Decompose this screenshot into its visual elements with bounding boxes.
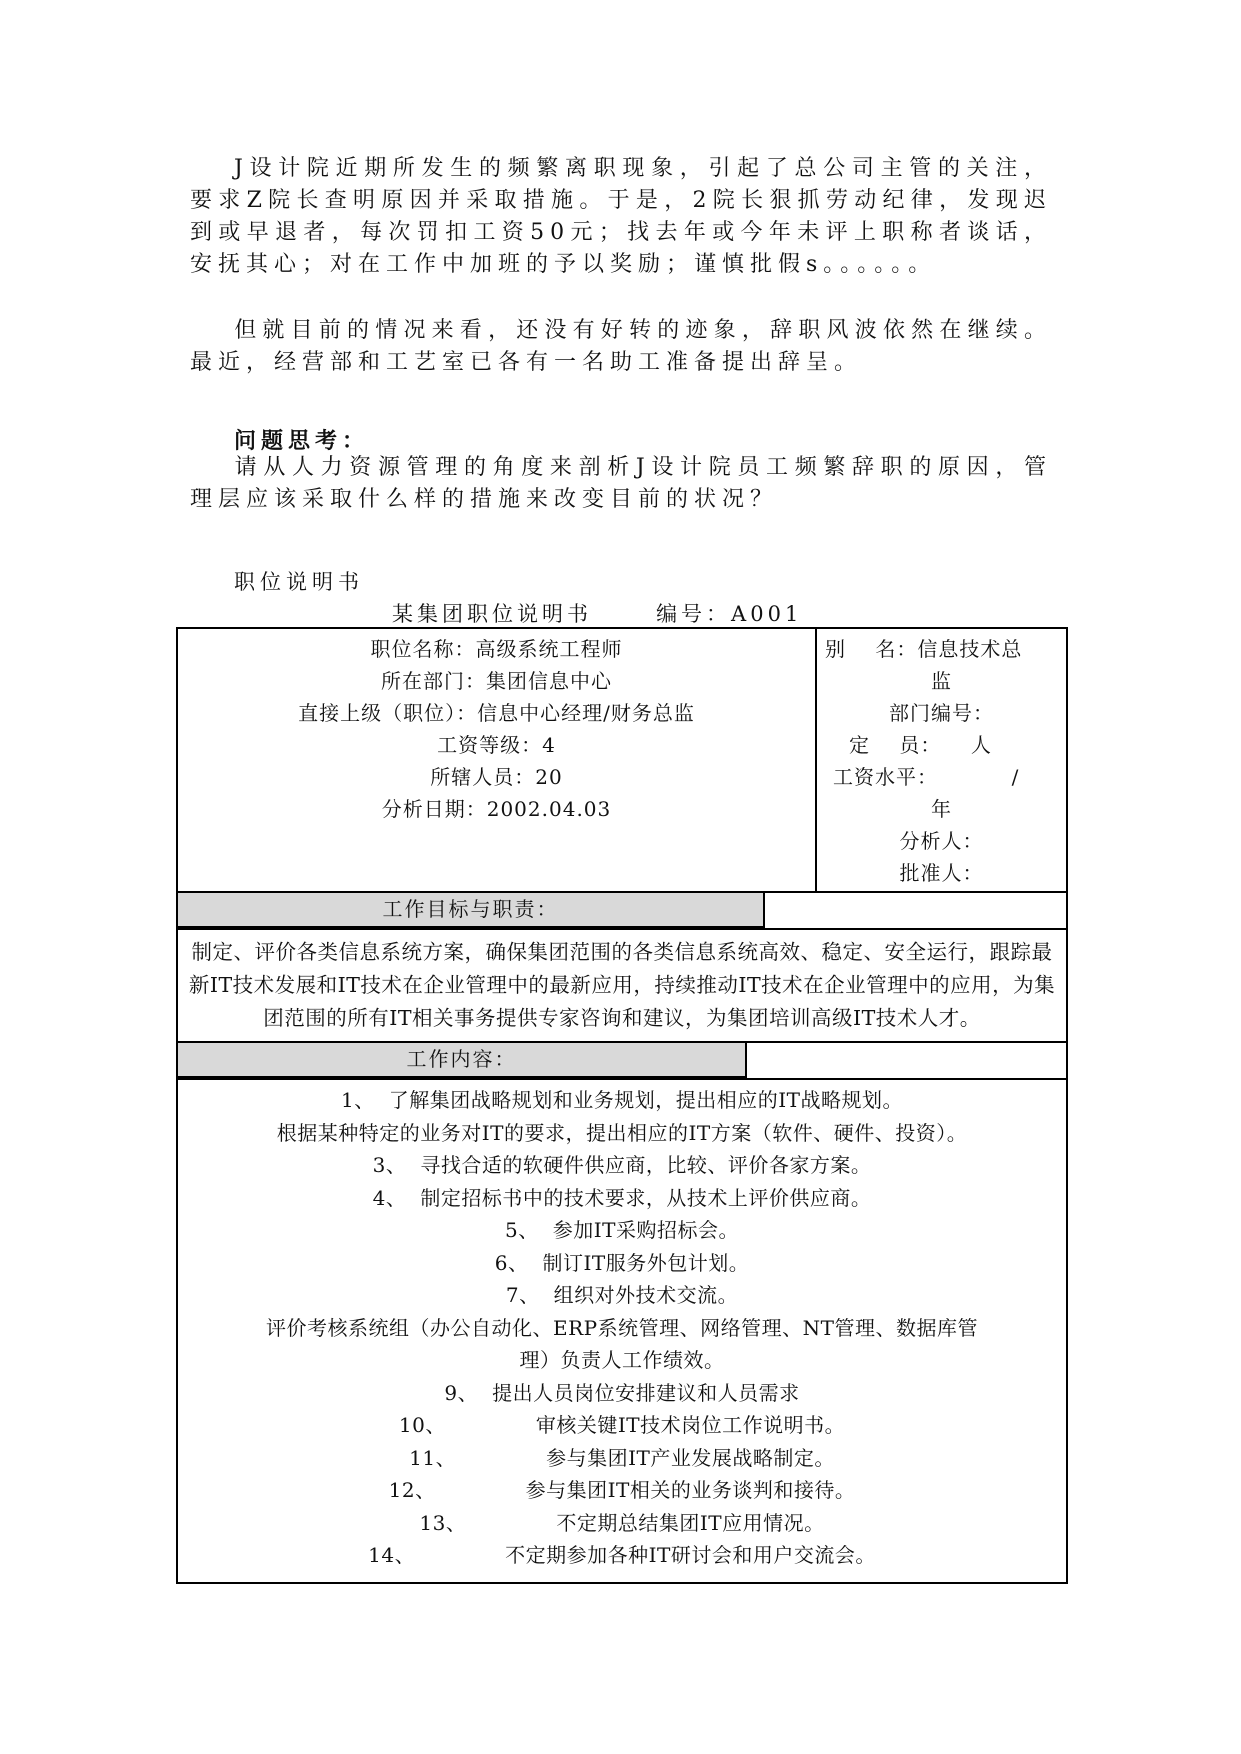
task-item — [186, 1442, 1058, 1475]
basic-info-cell — [177, 628, 816, 892]
goals-text: 制定、评价各类信息系统方案，确保集团范围的各类信息系统高效、稳定、安全运行，跟踪最新IT技术发展和IT技术在企业管理中的最新应用，持续推动IT技术在企业管理中的应用，为集团范围的所有IT相关事务提供专家咨询和建议，为集团培训高级IT技术人才。 — [188, 940, 1056, 1030]
task-text: 参加IT采购招标会。 — [552, 1218, 739, 1242]
approver: 批准人： — [899, 861, 984, 885]
task-number: 7、 — [505, 1283, 540, 1307]
task-item — [186, 1149, 1058, 1182]
task-number: 12、 — [388, 1478, 436, 1502]
task-item — [186, 1377, 1058, 1410]
task-item — [186, 1344, 1058, 1377]
task-item — [186, 1279, 1058, 1312]
supervisor: 直接上级（职位）：信息中心经理/财务总监 — [298, 701, 695, 725]
alias-line-1: 别 名：信息技术总 — [825, 637, 1023, 661]
task-number: 1、 — [341, 1088, 375, 1112]
task-item — [186, 1214, 1058, 1247]
goals-header-row — [177, 892, 1067, 929]
task-text: 理）负责人工作绩效。 — [519, 1348, 725, 1372]
task-text: 不定期参加各种IT研讨会和用户交流会。 — [505, 1543, 876, 1567]
task-number: 6、 — [494, 1250, 529, 1275]
department: 所在部门：集团信息中心 — [381, 669, 612, 693]
doc-number: 编号：A001 — [656, 602, 803, 626]
salary-level: 工资水平： / — [833, 765, 1020, 789]
content-cell — [177, 1079, 1067, 1583]
case-paragraph-2 — [190, 315, 1052, 379]
section-title: 职位说明书 — [234, 570, 364, 594]
position-name: 职位名称：高级系统工程师 — [370, 637, 623, 661]
task-text: 制定招标书中的技术要求，从技术上评价供应商。 — [420, 1185, 872, 1210]
case-paragraph-1 — [190, 153, 1052, 281]
task-number: 5、 — [505, 1218, 539, 1242]
subordinates: 所辖人员：20 — [430, 765, 563, 789]
content-row — [177, 1079, 1067, 1583]
task-item — [186, 1182, 1058, 1215]
task-item — [186, 1117, 1058, 1150]
goals-header: 工作目标与职责： — [178, 893, 765, 928]
content-header-cell — [177, 1042, 1067, 1079]
task-number: 9、 — [444, 1380, 479, 1405]
task-number: 13、 — [419, 1510, 467, 1535]
goals-cell — [177, 929, 1067, 1042]
task-text: 根据某种特定的业务对IT的要求，提出相应的IT方案（软件、硬件、投资）。 — [276, 1120, 968, 1145]
task-item — [186, 1539, 1058, 1572]
salary-year: 年 — [931, 797, 952, 821]
task-text: 制订IT服务外包计划。 — [542, 1250, 750, 1275]
task-number: 4、 — [372, 1185, 407, 1210]
task-text: 组织对外技术交流。 — [553, 1283, 739, 1307]
task-text: 了解集团战略规划和业务规划，提出相应的IT战略规划。 — [388, 1088, 903, 1112]
task-item — [186, 1084, 1058, 1117]
task-number: 14、 — [368, 1543, 416, 1567]
basic-info-row — [177, 628, 1067, 892]
task-text: 参与集团IT相关的业务谈判和接待。 — [525, 1478, 856, 1502]
job-description-table — [176, 627, 1068, 1584]
task-item — [186, 1474, 1058, 1507]
case-paragraph-2-text: 但就目前的情况来看，还没有好转的迹象，辞职风波依然在继续。最近，经营部和工艺室已各有一名助工准备提出辞呈。 — [190, 318, 1052, 375]
task-item — [186, 1312, 1058, 1345]
alias-line-2: 监 — [931, 669, 952, 693]
analyst: 分析人： — [899, 829, 984, 853]
quota: 定 员： 人 — [849, 733, 992, 757]
task-number: 3、 — [372, 1153, 407, 1177]
task-item — [186, 1507, 1058, 1540]
task-text: 参与集团IT产业发展战略制定。 — [546, 1445, 835, 1470]
question-text: 请从人力资源管理的角度来剖析J设计院员工频繁辞职的原因，管理层应该采取什么样的措施来改变目前的状况？ — [190, 455, 1052, 512]
task-text: 提出人员岗位安排建议和人员需求 — [492, 1380, 800, 1405]
content-header: 工作内容： — [178, 1043, 747, 1078]
goals-header-cell — [177, 892, 1067, 929]
doc-title: 某集团职位说明书 — [392, 602, 592, 626]
analysis-date: 分析日期：2002.04.03 — [381, 797, 612, 821]
question-title: 问题思考： — [234, 428, 370, 454]
side-info-cell — [816, 628, 1067, 892]
task-text: 寻找合适的软硬件供应商，比较、评价各家方案。 — [420, 1153, 872, 1177]
task-text: 审核关键IT技术岗位工作说明书。 — [535, 1413, 846, 1437]
task-list — [186, 1084, 1058, 1572]
task-text: 不定期总结集团IT应用情况。 — [556, 1510, 825, 1535]
question-paragraph — [190, 452, 1052, 516]
task-item — [186, 1409, 1058, 1442]
task-text: 评价考核系统组（办公自动化、ERP系统管理、网络管理、NT管理、数据库管 — [266, 1315, 978, 1340]
dept-code: 部门编号： — [889, 701, 994, 725]
goals-row — [177, 929, 1067, 1042]
salary-grade: 工资等级：4 — [437, 733, 556, 757]
task-number: 11、 — [409, 1445, 457, 1470]
task-item — [186, 1247, 1058, 1280]
case-paragraph-1-text: J设计院近期所发生的频繁离职现象，引起了总公司主管的关注，要求Z院长查明原因并采取措施。于是，2院长狠抓劳动纪律，发现迟到或早退者，每次罚扣工资50元；找去年或今年未评上职称者谈话，安抚其心；对在工作中加班的予以奖励；谨慎批假s。。。。。。 — [190, 156, 1052, 277]
task-number: 10、 — [398, 1413, 446, 1437]
content-header-row — [177, 1042, 1067, 1079]
doc-title-line — [392, 598, 802, 628]
